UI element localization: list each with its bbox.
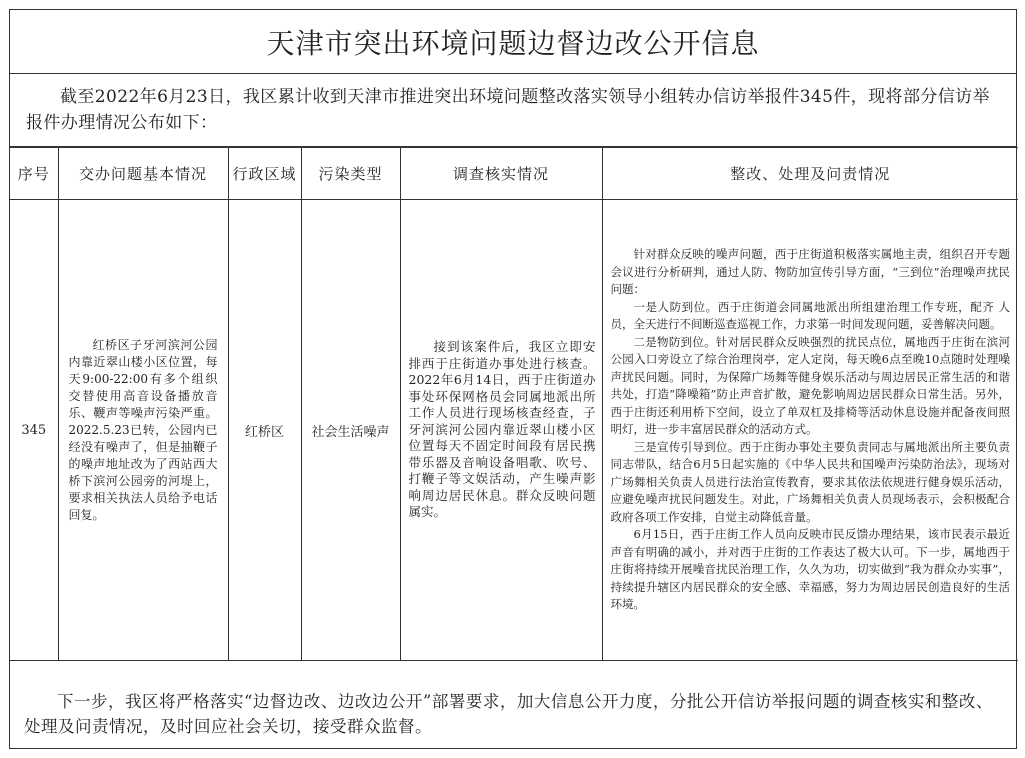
- header-pollution-type: 污染类型: [301, 148, 400, 200]
- header-district: 行政区域: [228, 148, 301, 200]
- disclosure-document: [9, 9, 1017, 749]
- header-rectification: 整改、处理及问责情况: [602, 148, 1018, 200]
- table-header-row: [10, 148, 1018, 200]
- rectification-paragraph: 针对群众反映的噪声问题，西于庄街道积极落实属地主责，组织召开专题会议进行分析研判，通过人防、物防加宣传引导方面，“三到位”治理噪声扰民问题：: [610, 247, 1010, 297]
- cell-rectification: [602, 200, 1018, 661]
- rectification-paragraph: 三是宣传引导到位。西于庄街办事处主要负责同志与属地派出所主要负责同志带队，结合6月5日起实施的《中华人民共和国噪声污染防治法》，现场对广场舞相关负责人员进行法治宣传教育，要求其依法依规进行健身娱乐活动，应避免噪声扰民问题发生。对此，广场舞相关负责人员现场表示，会积极配合政府各项工作安排，自觉主动降低音量。: [610, 439, 1010, 524]
- header-investigation: 调查核实情况: [400, 148, 602, 200]
- cell-investigation: 接到该案件后，我区立即安排西于庄街道办事处进行核查。2022年6月14日，西于庄街道办事处环保网格员会同属地派出所工作人员进行现场核查经查，子牙河滨河公园内靠近翠山楼小区位置每天不固定时间段有居民携带乐器及音响设备唱歌、吹号、打鞭子等文娱活动，产生噪声影响周边居民休息。群众反映问题属实。: [400, 200, 602, 661]
- complaint-table: [10, 147, 1018, 661]
- footer-paragraph: 下一步，我区将严格落实“边督边改、边改边公开”部署要求，加大信息公开力度，分批公开信访举报问题的调查核实和整改、处理及问责情况，及时回应社会关切，接受群众监督。: [10, 660, 1016, 748]
- table-row: [10, 200, 1018, 661]
- header-id: 序号: [10, 148, 58, 200]
- cell-pollution-type: 社会生活噪声: [301, 200, 400, 661]
- rectification-paragraph: 二是物防到位。针对居民群众反映强烈的扰民点位，属地西于庄街在滨河公园入口旁设立了综合治理岗亭，定人定岗，每天晚6点至晚10点随时处理噪声扰民问题。同时，为保障广场舞等健身娱乐活动与周边居民正常生活的和谐共处，打造“降噪箱”防止声音扩散，避免影响周边居民群众日常生活。另外，西于庄街还利用桥下空间，设立了单双杠及排椅等活动休息设施并配备夜间照明灯，进一步丰富居民群众的活动方式。: [610, 334, 1010, 437]
- cell-id: 345: [10, 200, 58, 661]
- rectification-paragraph: 一是人防到位。西于庄街道会同属地派出所组建治理工作专班，配齐 人员，全天进行不间断巡查巡视工作，力求第一时间发现问题，妥善解决问题。: [610, 299, 1010, 332]
- cell-district: 红桥区: [228, 200, 301, 661]
- rectification-paragraph: 6月15日，西于庄街工作人员向反映市民反馈办理结果，该市民表示最近声音有明确的减小，并对西于庄街的工作表达了极大认可。下一步，属地西于庄街将持续开展噪音扰民治理工作，久久为功，切实做到“我为群众办实事”，持续提升辖区内居民群众的安全感、幸福感，努力为周边居民创造良好的生活环境。: [610, 527, 1010, 612]
- cell-basic-info: 红桥区子牙河滨河公园内靠近翠山楼小区位置，每天9:00-22:00有多个组织交替使用高音设备播放音乐、鞭声等噪声污染严重。2022.5.23已转，公园内已经没有噪声了，但是抽鞭子的噪声地址改为了西站西大桥下滨河公园旁的河堤上，要求相关执法人员给予电话回复。: [58, 200, 228, 661]
- header-basic-info: 交办问题基本情况: [58, 148, 228, 200]
- intro-paragraph: 截至2022年6月23日，我区累计收到天津市推进突出环境问题整改落实领导小组转办信访举报件345件，现将部分信访举报件办理情况公布如下：: [10, 74, 1016, 147]
- document-title: 天津市突出环境问题边督边改公开信息: [10, 10, 1016, 74]
